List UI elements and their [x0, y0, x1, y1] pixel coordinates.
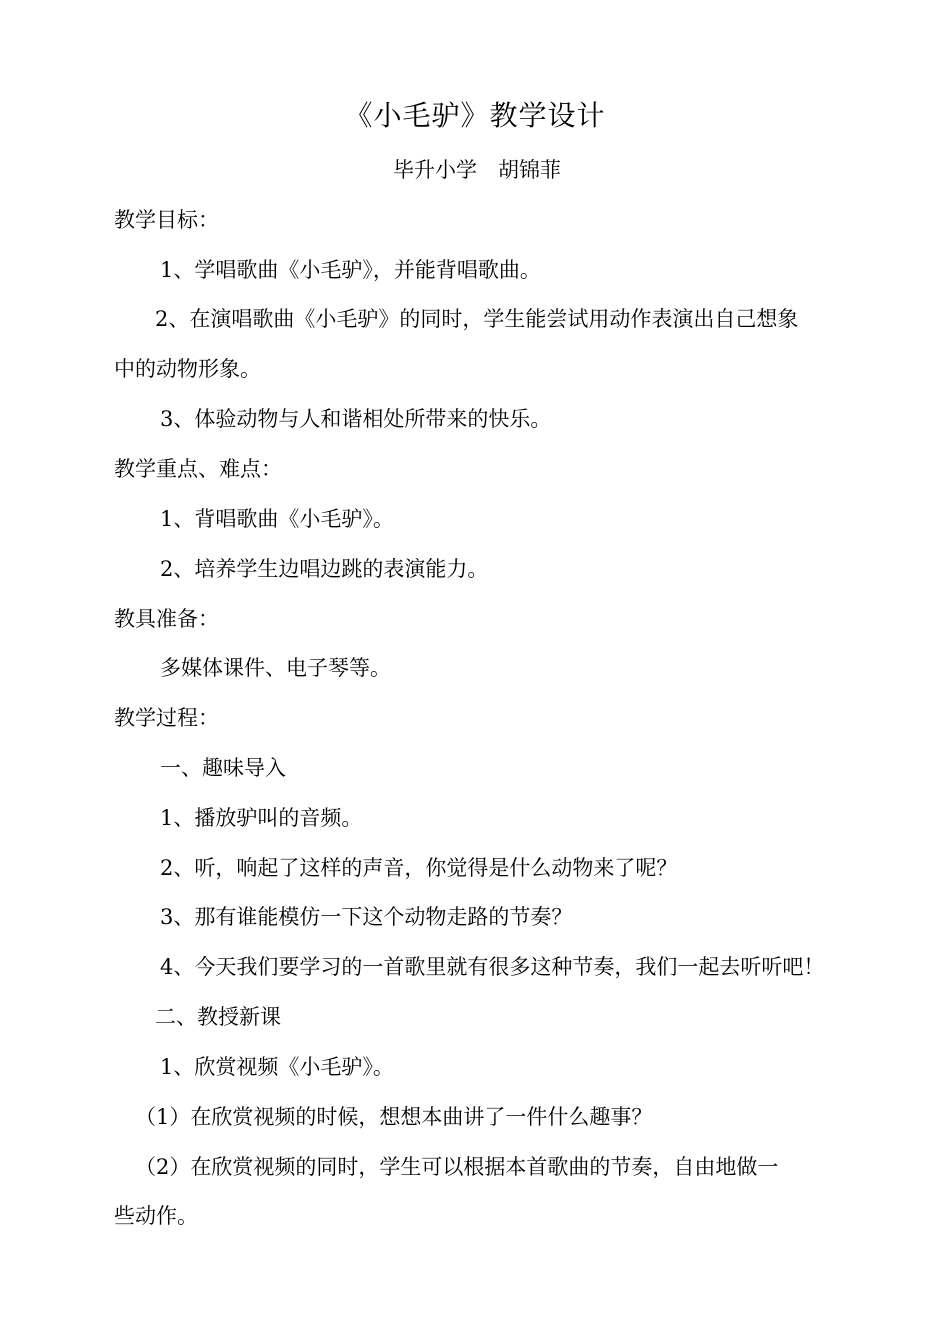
section-2-title: 二、教授新课	[155, 1005, 281, 1029]
section-1-title: 一、趣味导入	[160, 756, 286, 780]
materials-heading: 教具准备：	[114, 607, 219, 631]
key-point-item-1: 1、背唱歌曲《小毛驴》。	[160, 507, 394, 531]
section-2-sub-2: （2）在欣赏视频的同时，学生可以根据本首歌曲的节奏，自由地做一	[135, 1155, 779, 1179]
section-2-sub-2-continued: 些动作。	[114, 1204, 198, 1228]
objective-item-2-continued: 中的动物形象。	[114, 357, 261, 381]
materials-item-1: 多媒体课件、电子琴等。	[160, 656, 391, 680]
key-points-heading: 教学重点、难点：	[114, 457, 282, 481]
section-1-item-4: 4、今天我们要学习的一首歌里就有很多这种节奏，我们一起去听听吧！	[160, 955, 825, 979]
objectives-heading: 教学目标：	[114, 208, 219, 232]
section-2-sub-1: （1）在欣赏视频的时候，想想本曲讲了一件什么趣事？	[135, 1105, 653, 1129]
section-1-item-2: 2、听，响起了这样的声音，你觉得是什么动物来了呢？	[160, 856, 678, 880]
process-heading: 教学过程：	[114, 706, 219, 730]
document-title: 《小毛驴》教学设计	[344, 99, 606, 132]
section-2-item-1: 1、欣赏视频《小毛驴》。	[160, 1055, 394, 1079]
key-point-item-2: 2、培养学生边唱边跳的表演能力。	[160, 557, 489, 581]
section-1-item-1: 1、播放驴叫的音频。	[160, 806, 363, 830]
document-author: 毕升小学 胡锦菲	[393, 158, 561, 182]
section-1-item-3: 3、那有谁能模仿一下这个动物走路的节奏？	[160, 905, 573, 929]
objective-item-3: 3、体验动物与人和谐相处所带来的快乐。	[160, 407, 552, 431]
objective-item-2: 2、在演唱歌曲《小毛驴》的同时，学生能尝试用动作表演出自己想象	[155, 307, 799, 331]
objective-item-1: 1、学唱歌曲《小毛驴》，并能背唱歌曲。	[160, 258, 541, 282]
